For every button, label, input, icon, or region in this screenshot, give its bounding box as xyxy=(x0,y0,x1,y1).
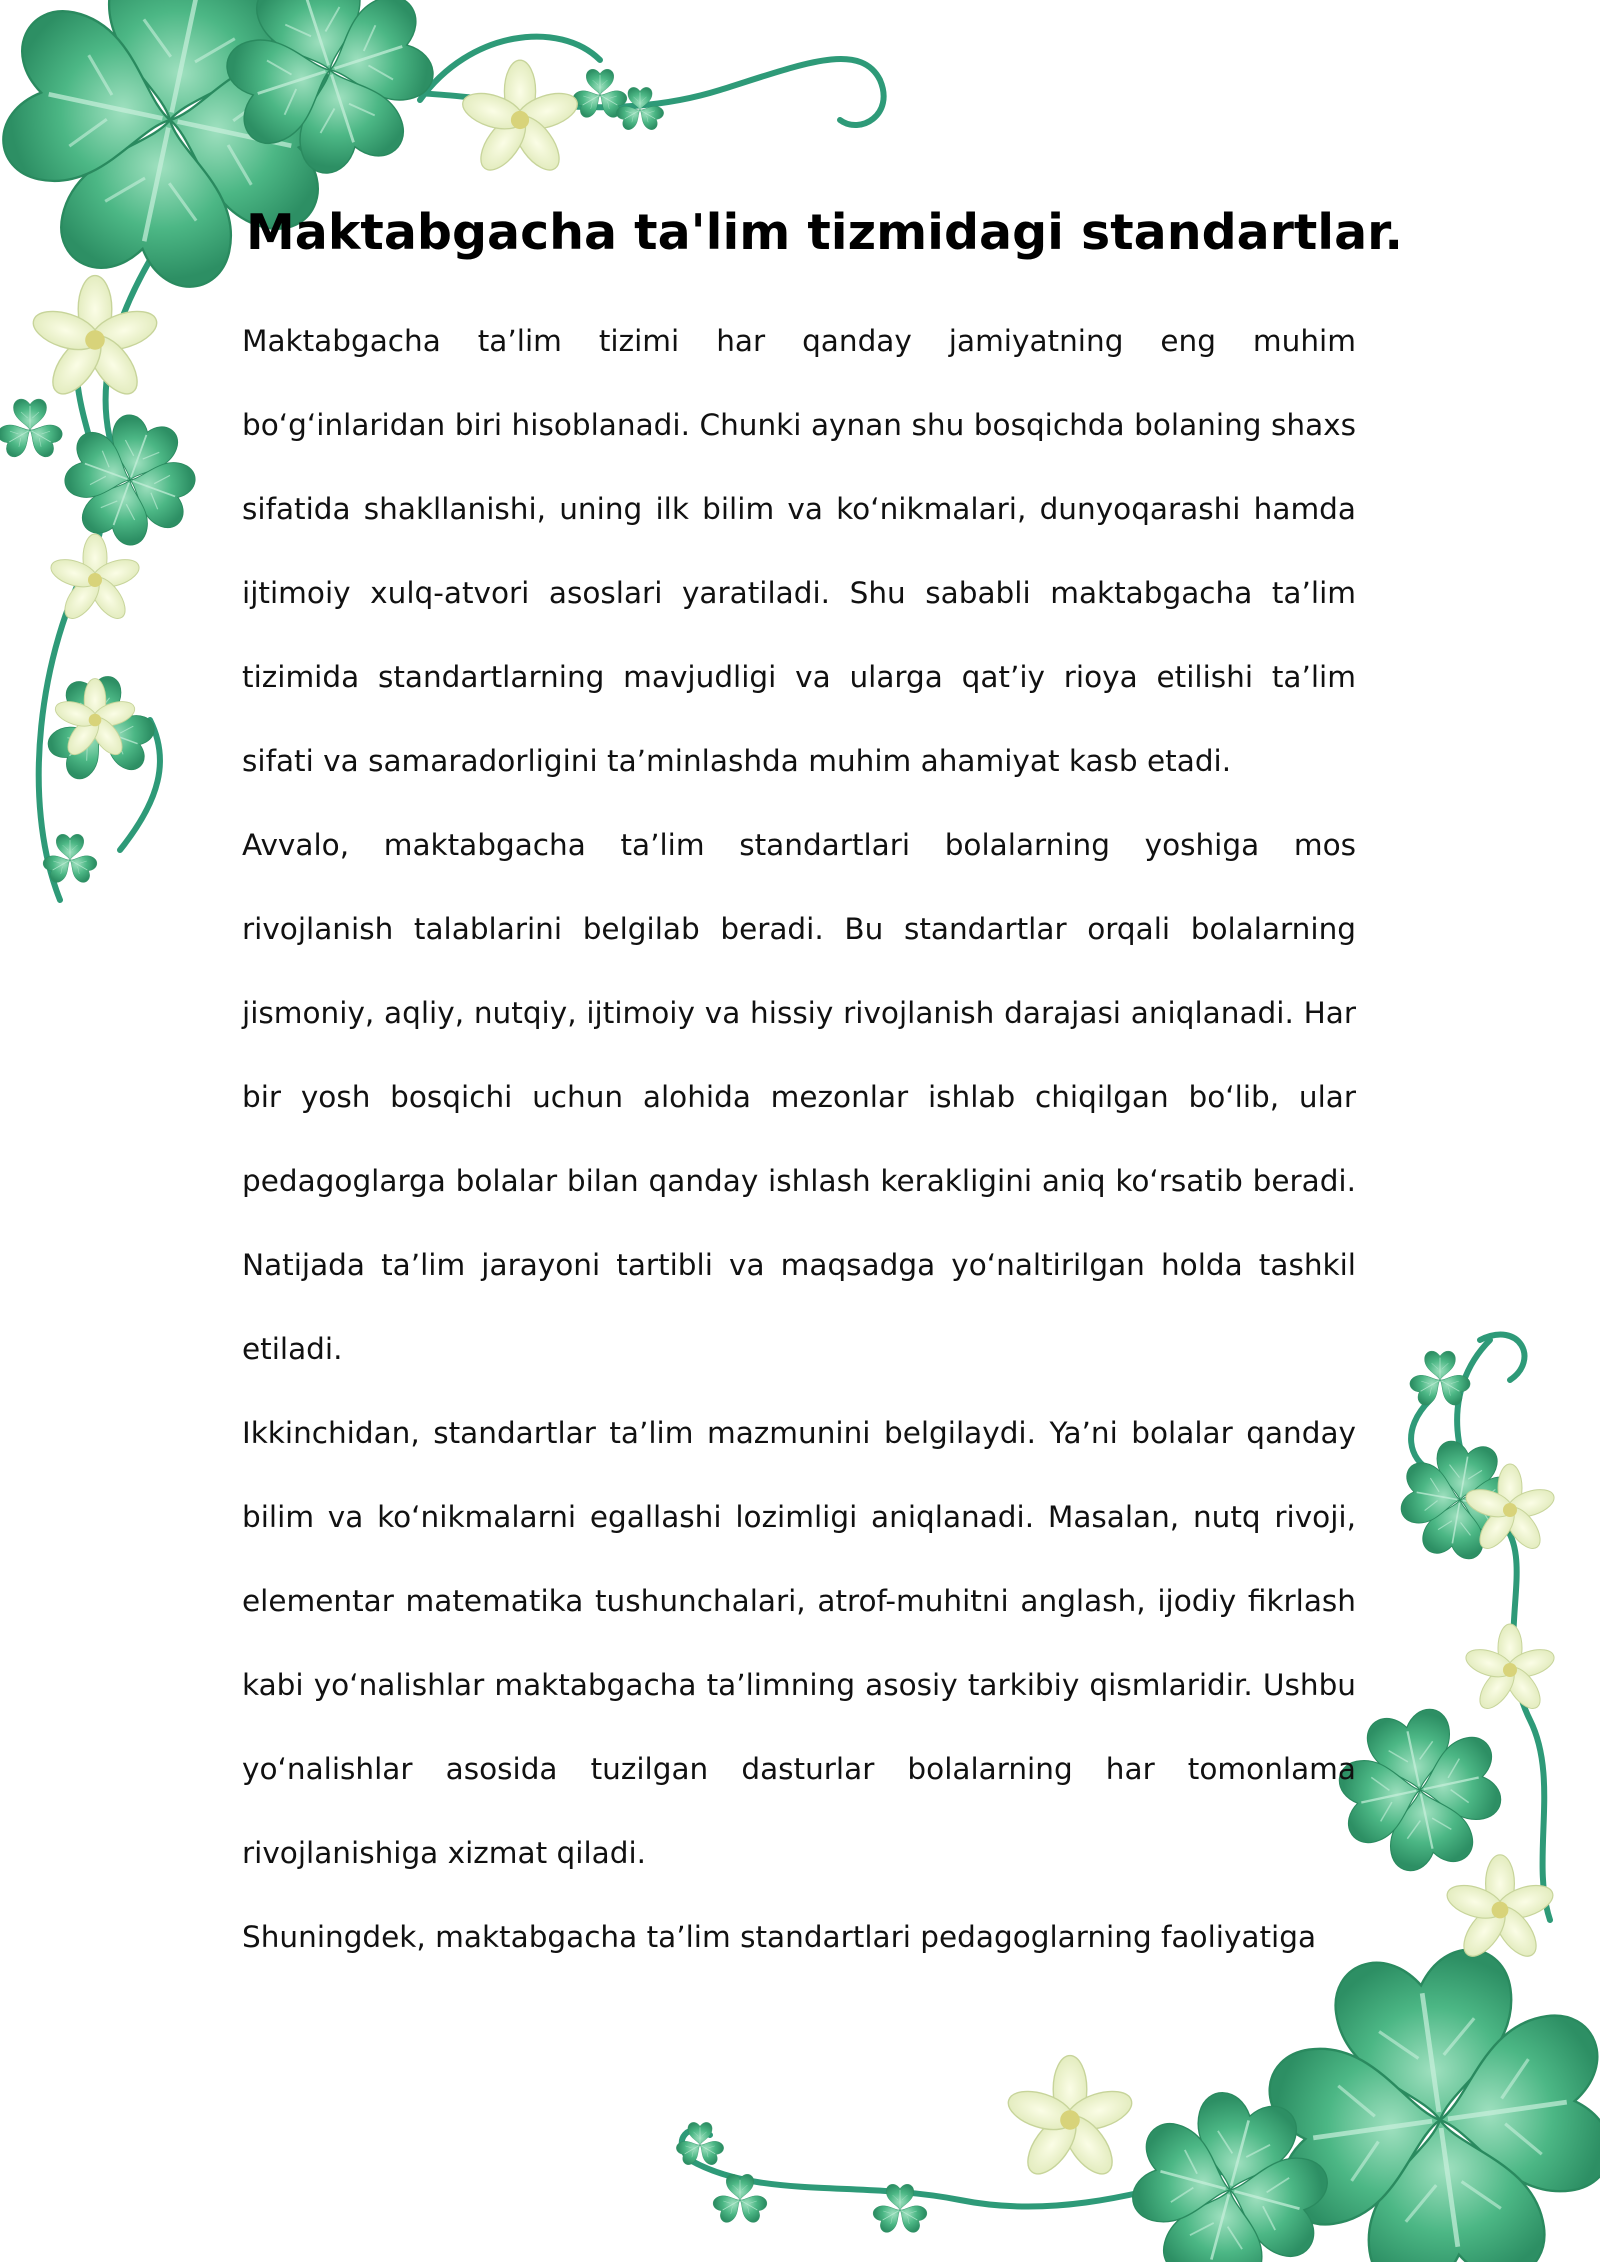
paragraph-first: Avvalo, maktabgacha ta’lim standartlari bolalarning yoshiga mos rivojlanish talablarini belgilab beradi. Bu standartlar orqali bolalarning jismoniy, aqliy, nutqiy, ijtimoiy va hissiy rivojlanish darajasi aniqlanadi. Har bir yosh bosqichi uchun alohida mezonlar ishlab chiqilgan bo‘lib, ular pedagoglarga bolalar bilan qanday ishlash kerakligini aniq ko‘rsatib beradi. Natijada ta’lim jarayoni tartibli va maqsadga yo‘naltirilgan holda tashkil etiladi. xyxy=(242,828,1356,1367)
document-body xyxy=(242,204,1403,1979)
paragraph-intro: Maktabgacha ta’lim tizimi har qanday jamiyatning eng muhim bo‘g‘inlaridan biri hisoblanadi. Chunki aynan shu bosqichda bolaning shaxs sifatida shakllanishi, uning ilk bilim va ko‘nikmalari, dunyoqarashi hamda ijtimoiy xulq-atvori asoslari yaratiladi. Shu sababli maktabgacha ta’lim tizimida standartlarning mavjudligi va ularga qat’iy rioya etilishi ta’lim sifati va samaradorligini ta’minlashda muhim ahamiyat kasb etadi. xyxy=(242,324,1356,779)
paragraph-second: Ikkinchidan, standartlar ta’lim mazmunini belgilaydi. Ya’ni bolalar qanday bilim va ko‘nikmalarni egallashi lozimligi aniqlanadi. Masalan, nutq rivoji, elementar matematika tushunchalari, atrof-muhitni anglash, ijodiy fikrlash kabi yo‘nalishlar maktabgacha ta’limning asosiy tarkibiy qismlaridir. Ushbu yo‘nalishlar asosida tuzilgan dasturlar bolalarning har tomonlama rivojlanishiga xizmat qiladi. xyxy=(242,1416,1356,1871)
paragraph-continued: Shuningdek, maktabgacha ta’lim standartlari pedagoglarning faoliyatiga xyxy=(242,1920,1317,1955)
document-title: Maktabgacha ta'lim tizmidagi standartlar. xyxy=(246,204,1403,261)
